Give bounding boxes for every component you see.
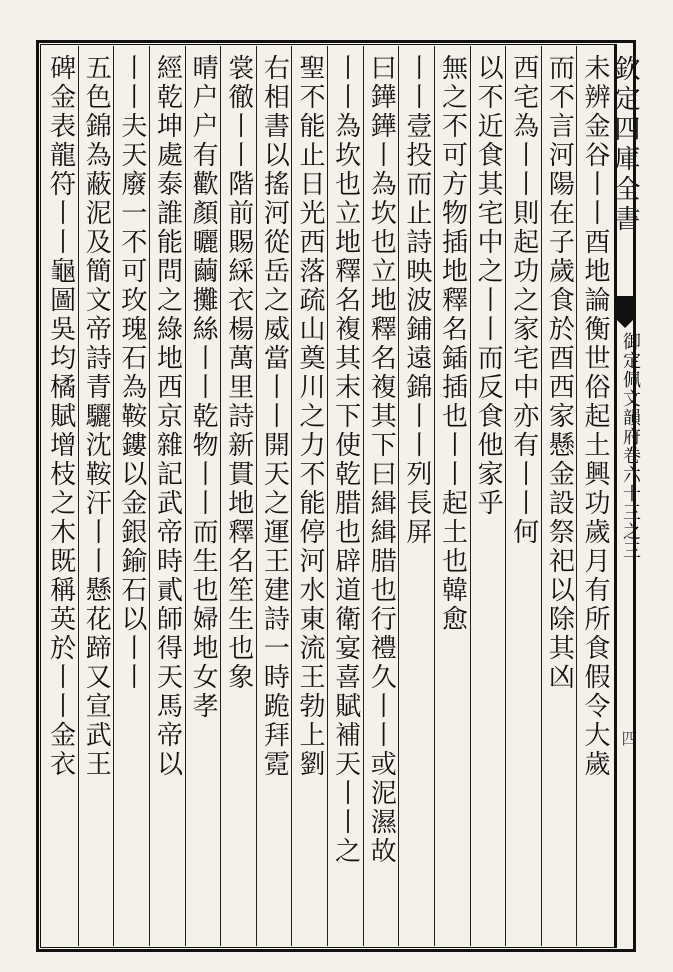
- text-column: 丨丨壹投而止詩映波鋪遠錦丨丨列長屏: [398, 46, 434, 946]
- text-column: 聖不能止日光西落疏山奠川之力不能停河水東流王勃上劉: [291, 46, 327, 946]
- text-column: 西宅為丨丨則起功之家宅中亦有丨丨何: [505, 46, 541, 946]
- text-column: 經乾坤處泰誰能問之綠地西京雜記武帝時貳師得天馬帝以: [149, 46, 185, 946]
- volume-subtitle: 御定佩文韻府卷六十三之三: [620, 332, 641, 560]
- text-column: 五色錦為蔽泥及簡文帝詩青驪沈鞍汗丨丨懸花蹄又宣武王: [78, 46, 114, 946]
- text-column: 丨丨為坎也立地釋名複其末下使乾腊也辟道衛宴喜賦補天丨丨之: [327, 46, 363, 946]
- text-column: 以不近食其宅中之丨丨而反食他家乎: [470, 46, 506, 946]
- text-column: 碑金表龍符丨丨龜圖吳均橘賦增枝之木既稱英於丨丨金衣: [45, 54, 76, 779]
- text-column: 右相書以搖河從岳之威當丨丨開天之運王建詩一時跪拜霓: [256, 46, 292, 946]
- text-column: 而不言河陽在子歲食於酉西家懸金設祭祀以除其凶: [541, 46, 577, 946]
- text-column: 裳徹丨丨階前賜綵衣楊萬里詩新貫地釋名笙生也象: [220, 46, 256, 946]
- page-number: 四: [619, 730, 638, 746]
- text-column: 未辨金谷丨丨酉地論衡世俗起土興功歲月有所食假令大歲: [576, 46, 612, 946]
- text-column: 晴户户有歡顏曬繭攤絲丨丨乾物丨丨而生也婦地女孝: [185, 46, 221, 946]
- text-column: 曰鏵鏵丨為坎也立地釋名複其下曰緝緝腊也行禮久丨丨或泥濕故: [363, 46, 399, 946]
- text-column: 丨丨夫天廢一不可玫瑰石為鞍鏤以金銀鍮石以丨丨: [113, 46, 149, 946]
- fishtail-mark: [615, 296, 635, 318]
- text-column: 無之不可方物插地釋名鍤插也丨丨起土也韓愈: [434, 46, 470, 946]
- text-columns: [42, 46, 612, 946]
- book-title: 欽定四庫全書: [610, 55, 640, 235]
